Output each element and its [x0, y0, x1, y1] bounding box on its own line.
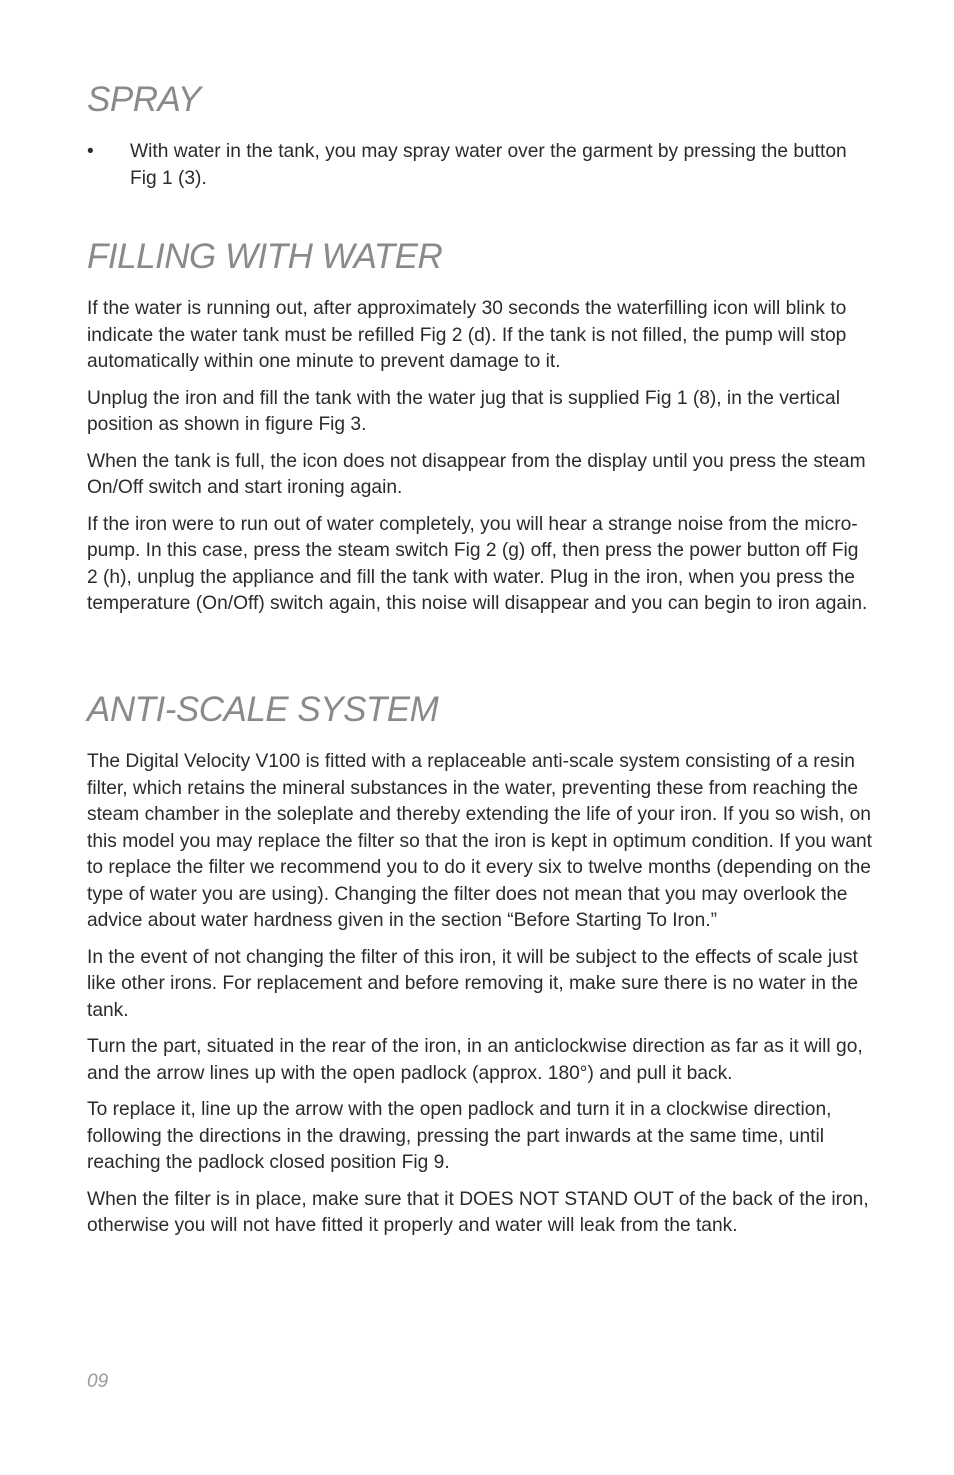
paragraph: When the filter is in place, make sure that it DOES NOT STAND OUT of the back of the iron, otherwise you will not have fitted it properly and water will leak from the tank. [87, 1188, 869, 1236]
paragraph: Unplug the iron and fill the tank with the water jug that is supplied Fig 1 (8), in the vertical position as shown in figure Fig 3. [87, 387, 840, 435]
page-number: 09 [87, 1371, 109, 1392]
list-item [87, 139, 872, 192]
spray-heading: SPRAY [87, 80, 201, 119]
paragraph: Turn the part, situated in the rear of the iron, in an anticlockwise direction as far as it will go, and the arrow lines up with the open padlock (approx. 180°) and pull it back. [87, 1036, 863, 1084]
filling-with-water-body [87, 296, 872, 628]
filling-with-water-heading: FILLING WITH WATER [87, 237, 443, 276]
bullet-symbol: • [87, 141, 94, 162]
paragraph: To replace it, line up the arrow with the open padlock and turn it in a clockwise direction, following the directions in the drawing, pressing the part inwards at the same time, until reaching the padlock closed position Fig 9. [87, 1099, 832, 1173]
anti-scale-heading: ANTI-SCALE SYSTEM [87, 690, 439, 729]
paragraph: The Digital Velocity V100 is fitted with a replaceable anti-scale system consisting of a resin filter, which retains the mineral substances in the water, preventing these from reaching the steam chamber in the soleplate and thereby extending the life of your iron. If you so wish, on this model you may replace the filter so that the iron is kept in optimum condition. If you want to replace the filter we recommend you to do it every six to twelve months (depending on the type of water you are using). Changing the filter does not mean that you may overlook the advice about water hardness given in the section “Before Starting To Iron.” [87, 751, 872, 931]
paragraph: If the iron were to run out of water completely, you will hear a strange noise from the micro-pump. In this case, press the steam switch Fig 2 (g) off, then press the power button off Fig 2 (h), unplug the appliance and fill the tank with water. Plug in the iron, when you press the temperature (On/Off) switch again, this noise will disappear and you can begin to iron again. [87, 513, 868, 614]
paragraph: If the water is running out, after approximately 30 seconds the waterfilling icon will blink to indicate the water tank must be refilled Fig 2 (d). If the tank is not filled, the pump will stop automatically within one minute to prevent damage to it. [87, 298, 847, 372]
paragraph: In the event of not changing the filter of this iron, it will be subject to the effects of scale just like other irons. For replacement and before removing it, make sure there is no water in the tank. [87, 946, 859, 1021]
paragraph: When the tank is full, the icon does not disappear from the display until you press the steam On/Off switch and start ironing again. [87, 450, 866, 498]
bullet-text: With water in the tank, you may spray water over the garment by pressing the button Fig 1 (3). [130, 141, 847, 189]
anti-scale-body [87, 749, 872, 1250]
spray-bullet-list [87, 139, 872, 192]
